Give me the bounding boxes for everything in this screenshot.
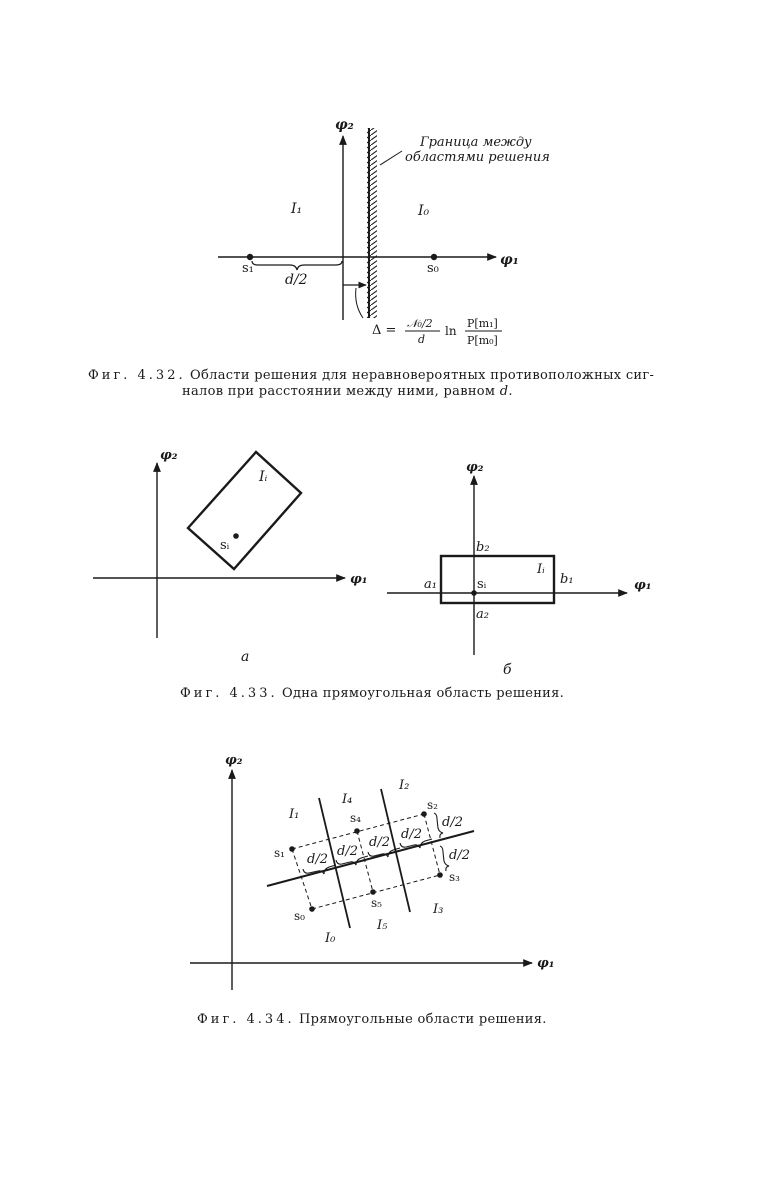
region-I4-label: I₄ [342, 792, 353, 807]
bound-a1-label: a₁ [424, 577, 437, 592]
caption-fig-4-33 [180, 686, 564, 701]
point-s0 [309, 906, 315, 912]
caption-fig-4-32-line1 [88, 368, 654, 383]
boundary-right [381, 789, 410, 912]
boundary-note-leader [380, 151, 402, 165]
boundary-note-line1: Граница между [420, 135, 532, 150]
p-num: P[m₁] [467, 317, 498, 330]
point-s1-label: s₁ [274, 846, 285, 860]
region-I0-label: I₀ [325, 931, 336, 946]
distance-label: d/2 [449, 848, 470, 863]
point-s5-label: s₅ [371, 896, 382, 910]
delta-leader [356, 288, 363, 318]
caption-end: . [508, 384, 513, 399]
caption-text: Прямоугольные области решения. [299, 1012, 547, 1027]
region-I3-label: I₃ [433, 902, 444, 917]
distance-label: d/2 [369, 835, 390, 850]
p-den: P[m₀] [467, 334, 498, 347]
phi1-label: φ₁ [350, 572, 368, 587]
point-s3 [437, 872, 443, 878]
region-Ii-label: Iᵢ [537, 562, 545, 577]
point-s0-label: s₀ [294, 909, 305, 923]
phi1-label: φ₁ [500, 252, 519, 268]
point-s3-label: s₃ [449, 870, 460, 884]
region-I1-label: I₁ [289, 807, 300, 822]
distance-label: d/2 [401, 827, 422, 842]
phi2-label: φ₂ [335, 117, 354, 133]
caption-var: d [499, 384, 509, 399]
figure-4-33a [93, 448, 367, 665]
phi2-label: φ₂ [225, 753, 243, 768]
region-I0-label: I₀ [418, 203, 430, 219]
phi2-label: φ₂ [466, 460, 484, 475]
caption-text: Одна прямоугольная область решения. [282, 686, 565, 701]
phi1-label: φ₁ [537, 956, 555, 971]
caption-label: Фиг. 4.32. [88, 368, 186, 383]
distance-label: d/2 [337, 844, 358, 859]
figure-4-33b [387, 460, 651, 678]
bound-b2-label: b₂ [476, 540, 490, 555]
sublabel-b: б [503, 662, 512, 678]
point-s4 [354, 828, 360, 834]
point-s0 [431, 254, 437, 260]
point-si-label: sᵢ [477, 577, 487, 592]
phi1-label: φ₁ [634, 578, 652, 593]
distance-label: d/2 [307, 852, 328, 867]
figure-4-34 [190, 753, 554, 990]
distance-label: d/2 [285, 272, 308, 288]
phi2-label: φ₂ [160, 448, 178, 463]
point-s0-label: s₀ [427, 261, 439, 276]
region-Ii-label: Iᵢ [259, 469, 268, 485]
boundary-note-line2: областями решения [405, 150, 550, 165]
point-s5 [370, 889, 376, 895]
sublabel-a: а [241, 649, 250, 665]
delta-num: 𝒩₀/2 [407, 317, 433, 330]
point-si-label: sᵢ [220, 538, 230, 553]
region-I1-label: I₁ [291, 201, 303, 217]
point-si [233, 533, 239, 539]
delta-ln: ln [445, 324, 457, 338]
point-si [471, 590, 477, 596]
point-s1-label: s₁ [242, 261, 254, 276]
bound-b1-label: b₁ [560, 572, 574, 587]
caption-text: Области решения для неравновероятных противоположных сиг- [190, 368, 655, 383]
caption-label: Фиг. 4.34. [197, 1012, 295, 1027]
delta-den: d [418, 333, 426, 346]
caption-label: Фиг. 4.33. [180, 686, 278, 701]
region-I2-label: I₂ [399, 778, 410, 793]
point-s1 [247, 254, 253, 260]
caption-fig-4-34 [197, 1012, 547, 1027]
distance-brace [252, 261, 342, 270]
figure-4-32 [218, 117, 550, 347]
region-I5-label: I₅ [377, 918, 388, 933]
caption-fig-4-32-line2 [182, 384, 513, 399]
distance-label: d/2 [442, 815, 463, 830]
point-s2-label: s₂ [427, 798, 438, 812]
point-s2 [421, 811, 427, 817]
point-s1 [289, 846, 295, 852]
rotated-decision-region [188, 452, 301, 569]
delta-symbol: Δ = [372, 323, 397, 338]
bound-a2-label: a₂ [476, 607, 489, 622]
point-s4-label: s₄ [350, 811, 361, 825]
caption-text: налов при расстоянии между ними, равном [182, 384, 496, 399]
